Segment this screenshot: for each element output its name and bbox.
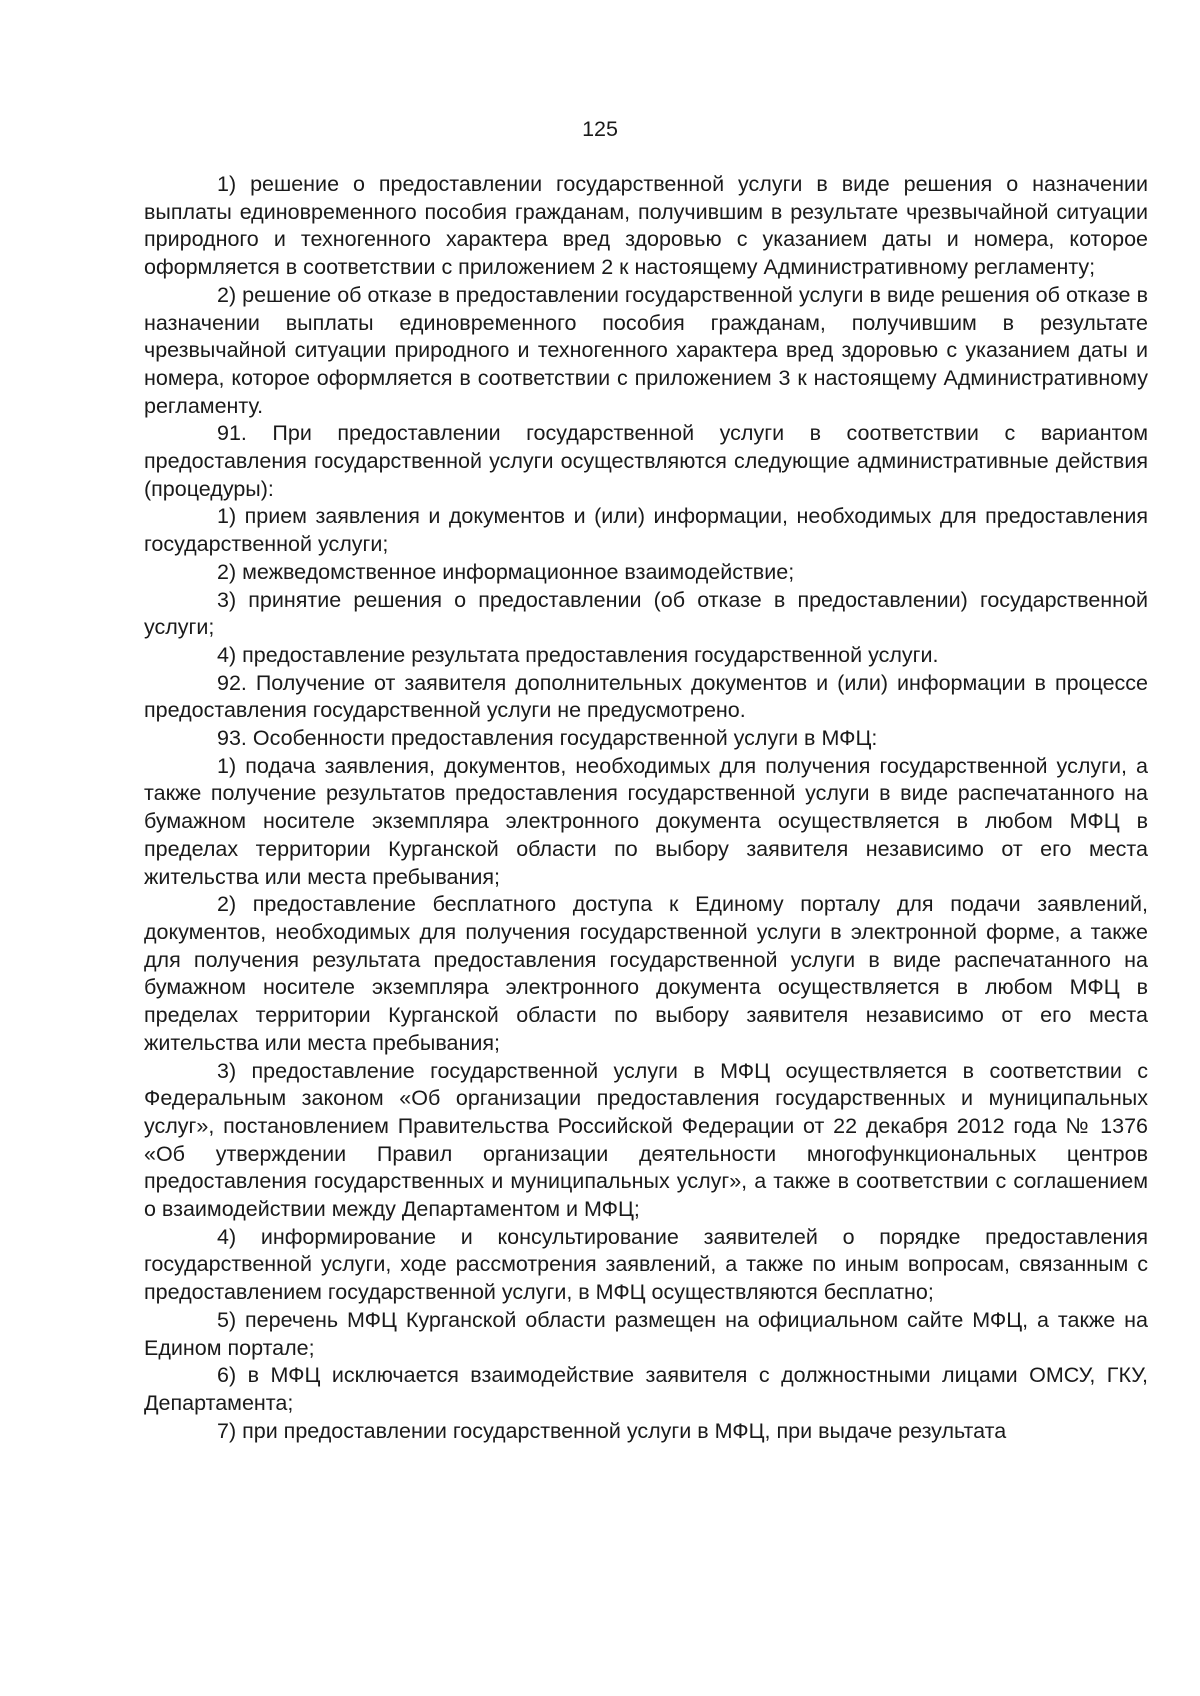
paragraph-mfc-7-result-issuance: 7) при предоставлении государственной услуги в МФЦ, при выдаче результата: [217, 1418, 1007, 1443]
paragraph-result-decision-refused: 2) решение об отказе в предоставлении государственной услуги в виде решения об отказе в назначении выплаты единовременного пособия гражданам, получившим в результате чрезвычайной ситуации природного и техногенного характера вред здоровью с указанием даты и номера, которое оформляется в соответствии с приложением 3 к настоящему Административному регламенту.: [144, 282, 1148, 418]
document-body: [144, 171, 1148, 1445]
paragraph-action-3-decision: 3) принятие решения о предоставлении (об отказе в предоставлении) государственной услуги;: [144, 587, 1148, 640]
paragraph-action-2-interagency: 2) межведомственное информационное взаимодействие;: [217, 559, 795, 584]
paragraph-mfc-2-portal-access: 2) предоставление бесплатного доступа к Единому порталу для подачи заявлений, документов, необходимых для получения государственной услуги в электронной форме, а также для получения результата предоставления государственной услуги в виде распечатанного на бумажном носителе экземпляра электронного документа осуществляется в любом МФЦ в пределах территории Курганской области по выбору заявителя независимо от его места жительства или места пребывания;: [144, 892, 1148, 1055]
paragraph-mfc-4-consulting: 4) информирование и консультирование заявителей о порядке предоставления государственной услуги, ходе рассмотрения заявлений, а также по иным вопросам, связанным с предоставлением государственной услуги, в МФЦ осуществляются бесплатно;: [144, 1224, 1148, 1305]
page-number: 125: [582, 117, 618, 141]
paragraph-93-mfc-features: 93. Особенности предоставления государственной услуги в МФЦ:: [217, 726, 878, 751]
paragraph-mfc-3-legal-basis: 3) предоставление государственной услуги в МФЦ осуществляется в соответствии с Федеральным законом «Об организации предоставления государственных и муниципальных услуг», постановлением Правительства Российской Федерации от 22 декабря 2012 года № 1376 «Об утверждении Правил организации деятельности многофункциональных центров предоставления государственных и муниципальных услуг», а также в соответствии с соглашением о взаимодействии между Департаментом и МФЦ;: [144, 1058, 1148, 1222]
paragraph-action-4-result: 4) предоставление результата предоставления государственной услуги.: [217, 642, 939, 667]
paragraph-action-1-reception: 1) прием заявления и документов и (или) информации, необходимых для предоставления государственной услуги;: [144, 504, 1148, 557]
paragraph-result-decision-granted: 1) решение о предоставлении государственной услуги в виде решения о назначении выплаты единовременного пособия гражданам, получившим в результате чрезвычайной ситуации природного и техногенного характера вред здоровью с указанием даты и номера, которое оформляется в соответствии с приложением 2 к настоящему Административному регламенту;: [144, 172, 1148, 280]
paragraph-92-additional-documents: 92. Получение от заявителя дополнительных документов и (или) информации в процессе предоставления государственной услуги не предусмотрено.: [144, 670, 1148, 723]
paragraph-mfc-1-submission: 1) подача заявления, документов, необходимых для получения государственной услуги, а также получение результатов предоставления государственной услуги в виде распечатанного на бумажном носителе экземпляра электронного документа осуществляется в любом МФЦ в пределах территории Курганской области по выбору заявителя независимо от его места жительства или места пребывания;: [144, 753, 1148, 889]
paragraph-mfc-5-list: 5) перечень МФЦ Курганской области размещен на официальном сайте МФЦ, а также на Едином портале;: [144, 1307, 1148, 1360]
paragraph-mfc-6-interaction: 6) в МФЦ исключается взаимодействие заявителя с должностными лицами ОМСУ, ГКУ, Департамента;: [144, 1363, 1148, 1415]
paragraph-91-administrative-actions: 91. При предоставлении государственной услуги в соответствии с вариантом предоставления государственной услуги осуществляются следующие административные действия (процедуры):: [144, 421, 1148, 501]
